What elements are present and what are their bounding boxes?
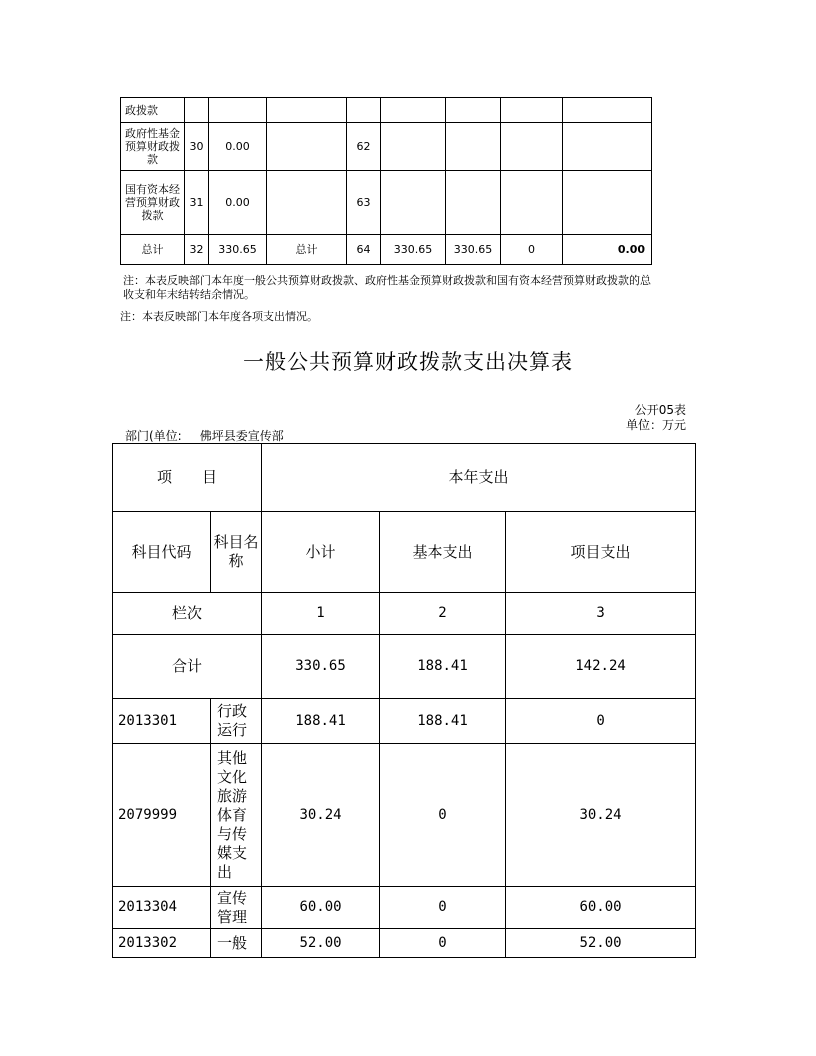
income-expense-summary-table	[120, 97, 652, 265]
department-line	[125, 427, 284, 444]
cell-value	[381, 123, 446, 171]
cell-value	[563, 171, 652, 235]
header-subject-code: 科目代码	[113, 512, 211, 593]
subject-name: 宣传管理	[211, 887, 262, 929]
row-number-2	[347, 98, 381, 123]
column-index: 1	[262, 593, 380, 635]
row-number: 30	[185, 123, 209, 171]
form-code: 公开05表	[634, 403, 686, 417]
cell-value	[563, 98, 652, 123]
subject-code: 2079999	[113, 744, 211, 887]
header-item: 项 目	[113, 444, 262, 512]
cell-value	[446, 123, 501, 171]
page-title: 一般公共预算财政拨款支出决算表	[243, 350, 573, 374]
cell-value	[381, 171, 446, 235]
subtotal-value: 52.00	[262, 929, 380, 958]
row-number	[185, 98, 209, 123]
basic-value: 0	[380, 887, 506, 929]
cell-value	[501, 123, 563, 171]
header-row	[113, 444, 696, 512]
project-value: 0	[506, 699, 696, 744]
subject-name: 行政运行	[211, 699, 262, 744]
cell-value: 330.65	[381, 235, 446, 265]
total-project: 142.24	[506, 635, 696, 699]
table-row	[121, 123, 652, 171]
row-number-2: 62	[347, 123, 381, 171]
cell-value: 330.65	[209, 235, 267, 265]
subject-name: 其他文化旅游体育与传媒支出	[211, 744, 262, 887]
cell-value: 0.00	[209, 171, 267, 235]
header-row	[113, 512, 696, 593]
total-row	[113, 635, 696, 699]
header-year-spend: 本年支出	[262, 444, 696, 512]
row-label-2	[267, 171, 347, 235]
table-note: 注：本表反映部门本年度一般公共预算财政拨款、政府性基金预算财政拨款和国有资本经营预算财政拨款的总收支和年末结转结余情况。	[123, 274, 651, 301]
subject-code: 2013304	[113, 887, 211, 929]
row-label: 政府性基金预算财政拨款	[121, 123, 185, 171]
basic-value: 0	[380, 929, 506, 958]
row-number: 31	[185, 171, 209, 235]
row-label: 国有资本经营预算财政拨款	[121, 171, 185, 235]
cell-value	[446, 98, 501, 123]
cell-value	[446, 171, 501, 235]
cell-value: 0.00	[563, 235, 652, 265]
basic-value: 0	[380, 744, 506, 887]
subject-code: 2013302	[113, 929, 211, 958]
cell-value	[563, 123, 652, 171]
department-name: 佛坪县委宣传部	[199, 429, 284, 443]
cell-value: 0.00	[209, 123, 267, 171]
department-label: 部门(单位:	[125, 429, 182, 443]
row-number-2: 64	[347, 235, 381, 265]
subject-code: 2013301	[113, 699, 211, 744]
row-label: 总计	[121, 235, 185, 265]
table-row	[113, 929, 696, 958]
row-number-2: 63	[347, 171, 381, 235]
header-subject-name: 科目名称	[211, 512, 262, 593]
row-number: 32	[185, 235, 209, 265]
cell-value	[209, 98, 267, 123]
row-label-2	[267, 123, 347, 171]
row-label-2	[267, 98, 347, 123]
total-basic: 188.41	[380, 635, 506, 699]
table-row	[113, 699, 696, 744]
cell-value: 330.65	[446, 235, 501, 265]
column-index: 3	[506, 593, 696, 635]
row-label: 政拨款	[121, 98, 185, 123]
project-value: 52.00	[506, 929, 696, 958]
column-index-row	[113, 593, 696, 635]
cell-value: 0	[501, 235, 563, 265]
row-label-2: 总计	[267, 235, 347, 265]
table-note: 注：本表反映部门本年度各项支出情况。	[120, 310, 318, 323]
table-row	[121, 171, 652, 235]
subtotal-value: 188.41	[262, 699, 380, 744]
subtotal-value: 30.24	[262, 744, 380, 887]
cell-value	[501, 98, 563, 123]
table-row-total	[121, 235, 652, 265]
expenditure-table	[112, 443, 696, 958]
unit-label: 单位：万元	[625, 418, 686, 432]
subject-name: 一般	[211, 929, 262, 958]
subtotal-value: 60.00	[262, 887, 380, 929]
header-project: 项目支出	[506, 512, 696, 593]
basic-value: 188.41	[380, 699, 506, 744]
total-subtotal: 330.65	[262, 635, 380, 699]
project-value: 30.24	[506, 744, 696, 887]
project-value: 60.00	[506, 887, 696, 929]
cell-value	[501, 171, 563, 235]
column-index: 2	[380, 593, 506, 635]
cell-value	[381, 98, 446, 123]
column-index-label: 栏次	[113, 593, 262, 635]
total-label: 合计	[113, 635, 262, 699]
table-row	[121, 98, 652, 123]
table-row	[113, 744, 696, 887]
header-subtotal: 小计	[262, 512, 380, 593]
table-row	[113, 887, 696, 929]
header-basic: 基本支出	[380, 512, 506, 593]
